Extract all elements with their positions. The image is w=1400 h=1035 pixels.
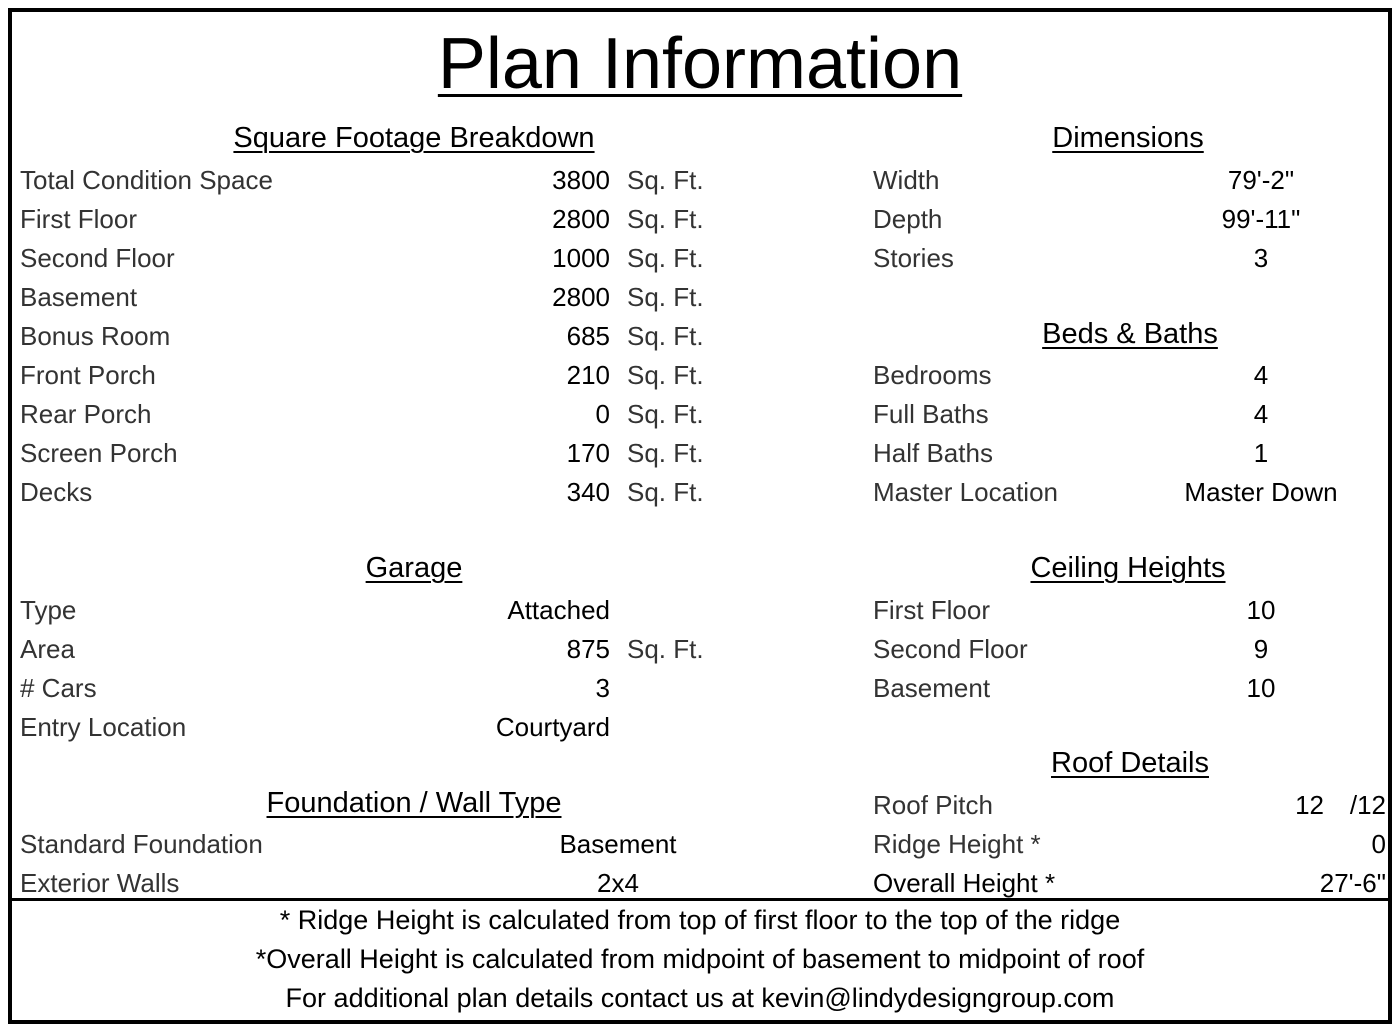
sqft-label: Front Porch (20, 360, 156, 390)
dimensions-value: 79'-2" (1227, 165, 1295, 195)
foundation-label: Exterior Walls (20, 868, 180, 898)
beds-label: Master Location (873, 477, 1058, 507)
ceiling-value: 10 (1246, 673, 1276, 703)
garage-heading: Garage (365, 552, 463, 584)
garage-value: 3 (595, 673, 610, 703)
sqft-label: Rear Porch (20, 399, 152, 429)
garage-label: # Cars (20, 673, 97, 703)
foundation-value: 2x4 (597, 868, 639, 898)
garage-value: 875 (566, 634, 610, 664)
roof-label: Roof Pitch (873, 790, 993, 820)
garage-value: Courtyard (495, 712, 610, 742)
garage-label: Entry Location (20, 712, 187, 742)
sqft-unit: Sq. Ft. (627, 165, 704, 195)
notes-divider (8, 898, 1392, 901)
garage-label: Type (20, 595, 77, 625)
ceiling-label: First Floor (873, 595, 990, 625)
sqft-value: 2800 (552, 204, 610, 234)
sqft-unit: Sq. Ft. (627, 204, 704, 234)
beds-value: Master Down (1184, 477, 1338, 507)
roof-label: Ridge Height * (873, 829, 1041, 859)
sqft-unit: Sq. Ft. (627, 477, 704, 507)
beds-label: Bedrooms (873, 360, 992, 390)
sqft-label: Second Floor (20, 243, 175, 273)
sqft-unit: Sq. Ft. (627, 243, 704, 273)
foundation-heading: Foundation / Wall Type (266, 787, 562, 819)
garage-label: Area (20, 634, 75, 664)
note-ridge-height: * Ridge Height is calculated from top of first floor to the top of the ridge (279, 905, 1121, 935)
beds-label: Half Baths (873, 438, 993, 468)
dimensions-value: 3 (1253, 243, 1269, 273)
sqft-value: 340 (566, 477, 610, 507)
beds-heading: Beds & Baths (1042, 318, 1218, 350)
sqft-label: Decks (20, 477, 93, 507)
beds-value: 4 (1253, 360, 1269, 390)
sqft-label: Basement (20, 282, 138, 312)
sqft-heading: Square Footage Breakdown (233, 122, 595, 154)
sqft-label: Bonus Room (20, 321, 171, 351)
beds-value: 1 (1253, 438, 1269, 468)
sqft-value: 210 (566, 360, 610, 390)
roof-label: Overall Height * (873, 868, 1056, 898)
dimensions-heading: Dimensions (1052, 122, 1204, 154)
sqft-unit: Sq. Ft. (627, 321, 704, 351)
roof-value: 0 (1371, 829, 1386, 859)
sqft-value: 170 (566, 438, 610, 468)
sqft-value: 3800 (552, 165, 610, 195)
dimensions-value: 99'-11" (1221, 204, 1301, 234)
ceiling-value: 10 (1246, 595, 1276, 625)
sqft-value: 0 (595, 399, 610, 429)
sqft-unit: Sq. Ft. (627, 438, 704, 468)
sqft-unit: Sq. Ft. (627, 360, 704, 390)
dimensions-label: Depth (873, 204, 943, 234)
foundation-value: Basement (559, 829, 677, 859)
sqft-label: Screen Porch (20, 438, 178, 468)
sqft-unit: Sq. Ft. (627, 282, 704, 312)
roof-value: 12 (1295, 790, 1324, 820)
roof-heading: Roof Details (1051, 747, 1209, 779)
sqft-value: 2800 (552, 282, 610, 312)
garage-value: Attached (507, 595, 610, 625)
ceiling-label: Basement (873, 673, 991, 703)
beds-value: 4 (1253, 399, 1269, 429)
ceiling-heading: Ceiling Heights (1030, 552, 1226, 584)
ceiling-label: Second Floor (873, 634, 1028, 664)
dimensions-label: Width (873, 165, 940, 195)
roof-value: 27'-6" (1319, 868, 1386, 898)
roof-unit: /12 (1349, 790, 1386, 820)
sqft-label: Total Condition Space (20, 165, 273, 195)
dimensions-label: Stories (873, 243, 954, 273)
ceiling-value: 9 (1253, 634, 1269, 664)
sqft-value: 1000 (552, 243, 610, 273)
beds-label: Full Baths (873, 399, 989, 429)
page-title: Plan Information (437, 24, 963, 104)
note-overall-height: *Overall Height is calculated from midpoint of basement to midpoint of roof (255, 944, 1145, 974)
sqft-unit: Sq. Ft. (627, 399, 704, 429)
sqft-label: First Floor (20, 204, 137, 234)
garage-unit: Sq. Ft. (627, 634, 704, 664)
foundation-label: Standard Foundation (20, 829, 263, 859)
sqft-value: 685 (566, 321, 610, 351)
note-contact: For additional plan details contact us at kevin@lindydesigngroup.com (285, 983, 1115, 1013)
